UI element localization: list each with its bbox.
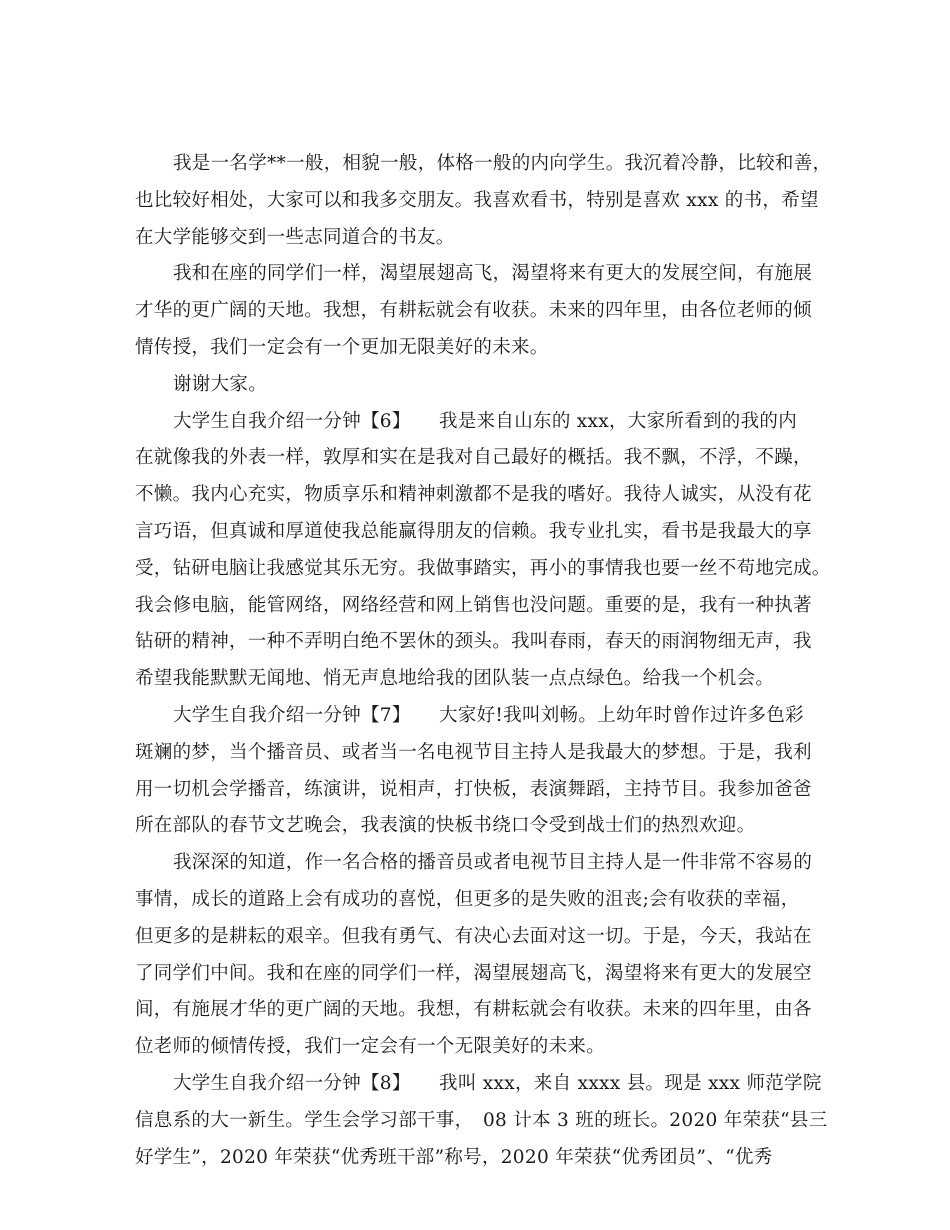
text-line: 也比较好相处，大家可以和我多交朋友。我喜欢看书，特别是喜欢 xxx 的书，希望 xyxy=(135,189,819,211)
text-line: 我是一名学**一般，相貌一般，体格一般的内向学生。我沉着冷静，比较和善， xyxy=(173,153,832,174)
text-line: 言巧语，但真诚和厚道使我总能赢得朋友的信赖。我专业扎实，看书是我最大的享 xyxy=(135,520,812,542)
text-line: 用一切机会学播音，练演讲，说相声，打快板，表演舞蹈，主持节目。我参加爸爸 xyxy=(135,778,812,800)
text-line: 不懒。我内心充实，物质享乐和精神刺激都不是我的嗜好。我待人诚实，从没有花 xyxy=(135,484,812,506)
text-line: 钻研的精神，一种不弄明白绝不罢休的颈头。我叫春雨，春天的雨润物细无声，我 xyxy=(135,631,812,653)
text-line: 信息系的大一新生。学生会学习部干事， 08 计本 3 班的班长。2020 年荣获“县三 xyxy=(135,1109,828,1131)
text-line: 才华的更广阔的天地。我想，有耕耘就会有收获。未来的四年里，由各位老师的倾 xyxy=(135,300,812,322)
text-line: 事情，成长的道路上会有成功的喜悦，但更多的是失败的沮丧;会有收获的幸福， xyxy=(135,888,800,910)
text-line: 好学生”，2020 年荣获“优秀班干部”称号，2020 年荣获“优秀团员”、“优秀 xyxy=(135,1146,773,1168)
text-line: 了同学们中间。我和在座的同学们一样，渴望展翅高飞，渴望将来有更大的发展空 xyxy=(135,962,812,984)
text-line: 间，有施展才华的更广阔的天地。我想，有耕耘就会有收获。未来的四年里，由各 xyxy=(135,999,812,1021)
text-line: 斑斓的梦，当个播音员、或者当一名电视节目主持人是我最大的梦想。于是，我利 xyxy=(135,741,812,763)
text-line: 我和在座的同学们一样，渴望展翅高飞，渴望将来有更大的发展空间，有施展 xyxy=(173,263,813,285)
text-line: 在就像我的外表一样，敦厚和实在是我对自己最好的概括。我不飘，不浮，不躁， xyxy=(135,447,812,469)
text-line: 情传授，我们一定会有一个更加无限美好的未来。 xyxy=(135,336,549,358)
text-line: 大学生自我介绍一分钟【6】 我是来自山东的 xxx，大家所看到的我的内 xyxy=(173,410,798,432)
text-line: 大学生自我介绍一分钟【8】 我叫 xxx，来自 xxxx 县。现是 xxx 师范学院 xyxy=(173,1072,822,1094)
text-line: 位老师的倾情传授，我们一定会有一个无限美好的未来。 xyxy=(135,1036,606,1058)
text-line: 我深深的知道，作一名合格的播音员或者电视节目主持人是一件非常不容易的 xyxy=(173,852,813,874)
document-body xyxy=(135,146,832,1176)
text-line: 在大学能够交到一些志同道合的书友。 xyxy=(135,226,455,248)
text-line: 谢谢大家。 xyxy=(173,373,268,395)
text-line: 希望我能默默无闻地、悄无声息地给我的团队装一点点绿色。给我一个机会。 xyxy=(135,668,775,690)
text-line: 我会修电脑，能管网络，网络经营和网上销售也没问题。重要的是，我有一种执著 xyxy=(135,594,812,616)
text-line: 大学生自我介绍一分钟【7】 大家好!我叫刘畅。上幼年时曾作过许多色彩 xyxy=(173,704,804,726)
text-line: 但更多的是耕耘的艰辛。但我有勇气、有决心去面对这一切。于是，今天，我站在 xyxy=(135,925,812,947)
text-line: 所在部队的春节文艺晚会，我表演的快板书绕口令受到战士们的热烈欢迎。 xyxy=(135,815,756,837)
text-line: 受，钻研电脑让我感觉其乐无穷。我做事踏实，再小的事情我也要一丝不苟地完成。 xyxy=(135,557,831,579)
